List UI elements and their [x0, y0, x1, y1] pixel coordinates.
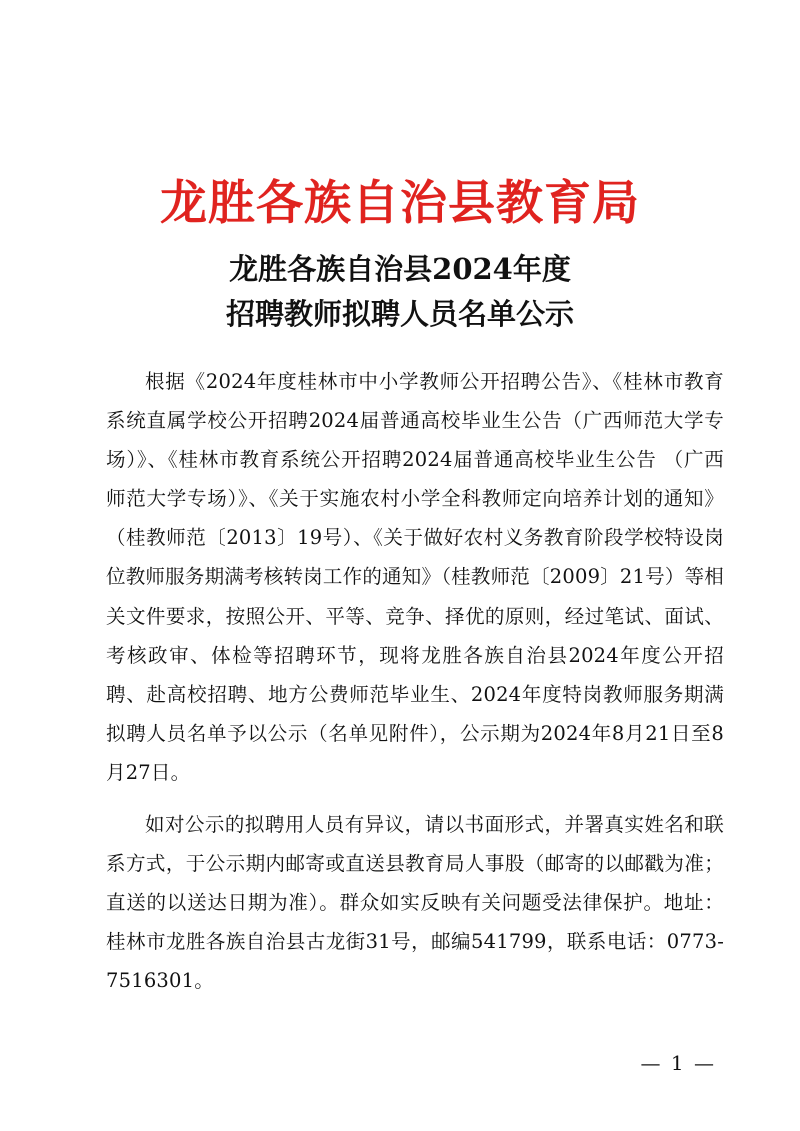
organization-header: 龙胜各族自治县教育局 [160, 176, 640, 231]
page-number: — 1 — [640, 1051, 716, 1075]
body-paragraph-objection-contact: 如对公示的拟聘用人员有异议，请以书面形式，并署真实姓名和联系方式，于公示期内邮寄或直送县教育局人事股（邮寄的以邮戳为准；直送的以送达日期为准）。群众如实反映有关问题受法律保护。地址：桂林市龙胜各族自治县古龙街31号，邮编541799，联系电话：0773-7516301。 [106, 813, 724, 993]
body-paragraph-basis: 根据《2024年度桂林市中小学教师公开招聘公告》、《桂林市教育系统直属学校公开招聘2024届普通高校毕业生公告（广西师范大学专场）》、《桂林市教育系统公开招聘2024届普通高校毕业生公告 （广西师范大学专场）》、《关于实施农村小学全科教师定向培养计划的通知》（桂教师范〔2013〕19号）、《关于做好农村义务教育阶段学校特设岗位教师服务期满考核转岗工作的通知》（桂教师范〔2009〕21号）等相关文件要求，按照公开、平等、竞争、择优的原则，经过笔试、面试、考核政审、体检等招聘环节，现将龙胜各族自治县2024年度公开招聘、赴高校招聘、地方公费师范毕业生、2024年度特岗教师服务期满拟聘人员名单予以公示（名单见附件），公示期为2024年8月21日至8月27日。 [106, 370, 724, 784]
document-title-line-1: 龙胜各族自治县2024年度 [229, 252, 571, 286]
document-title-line-2: 招聘教师拟聘人员名单公示 [225, 297, 574, 331]
document-body [106, 362, 724, 1001]
